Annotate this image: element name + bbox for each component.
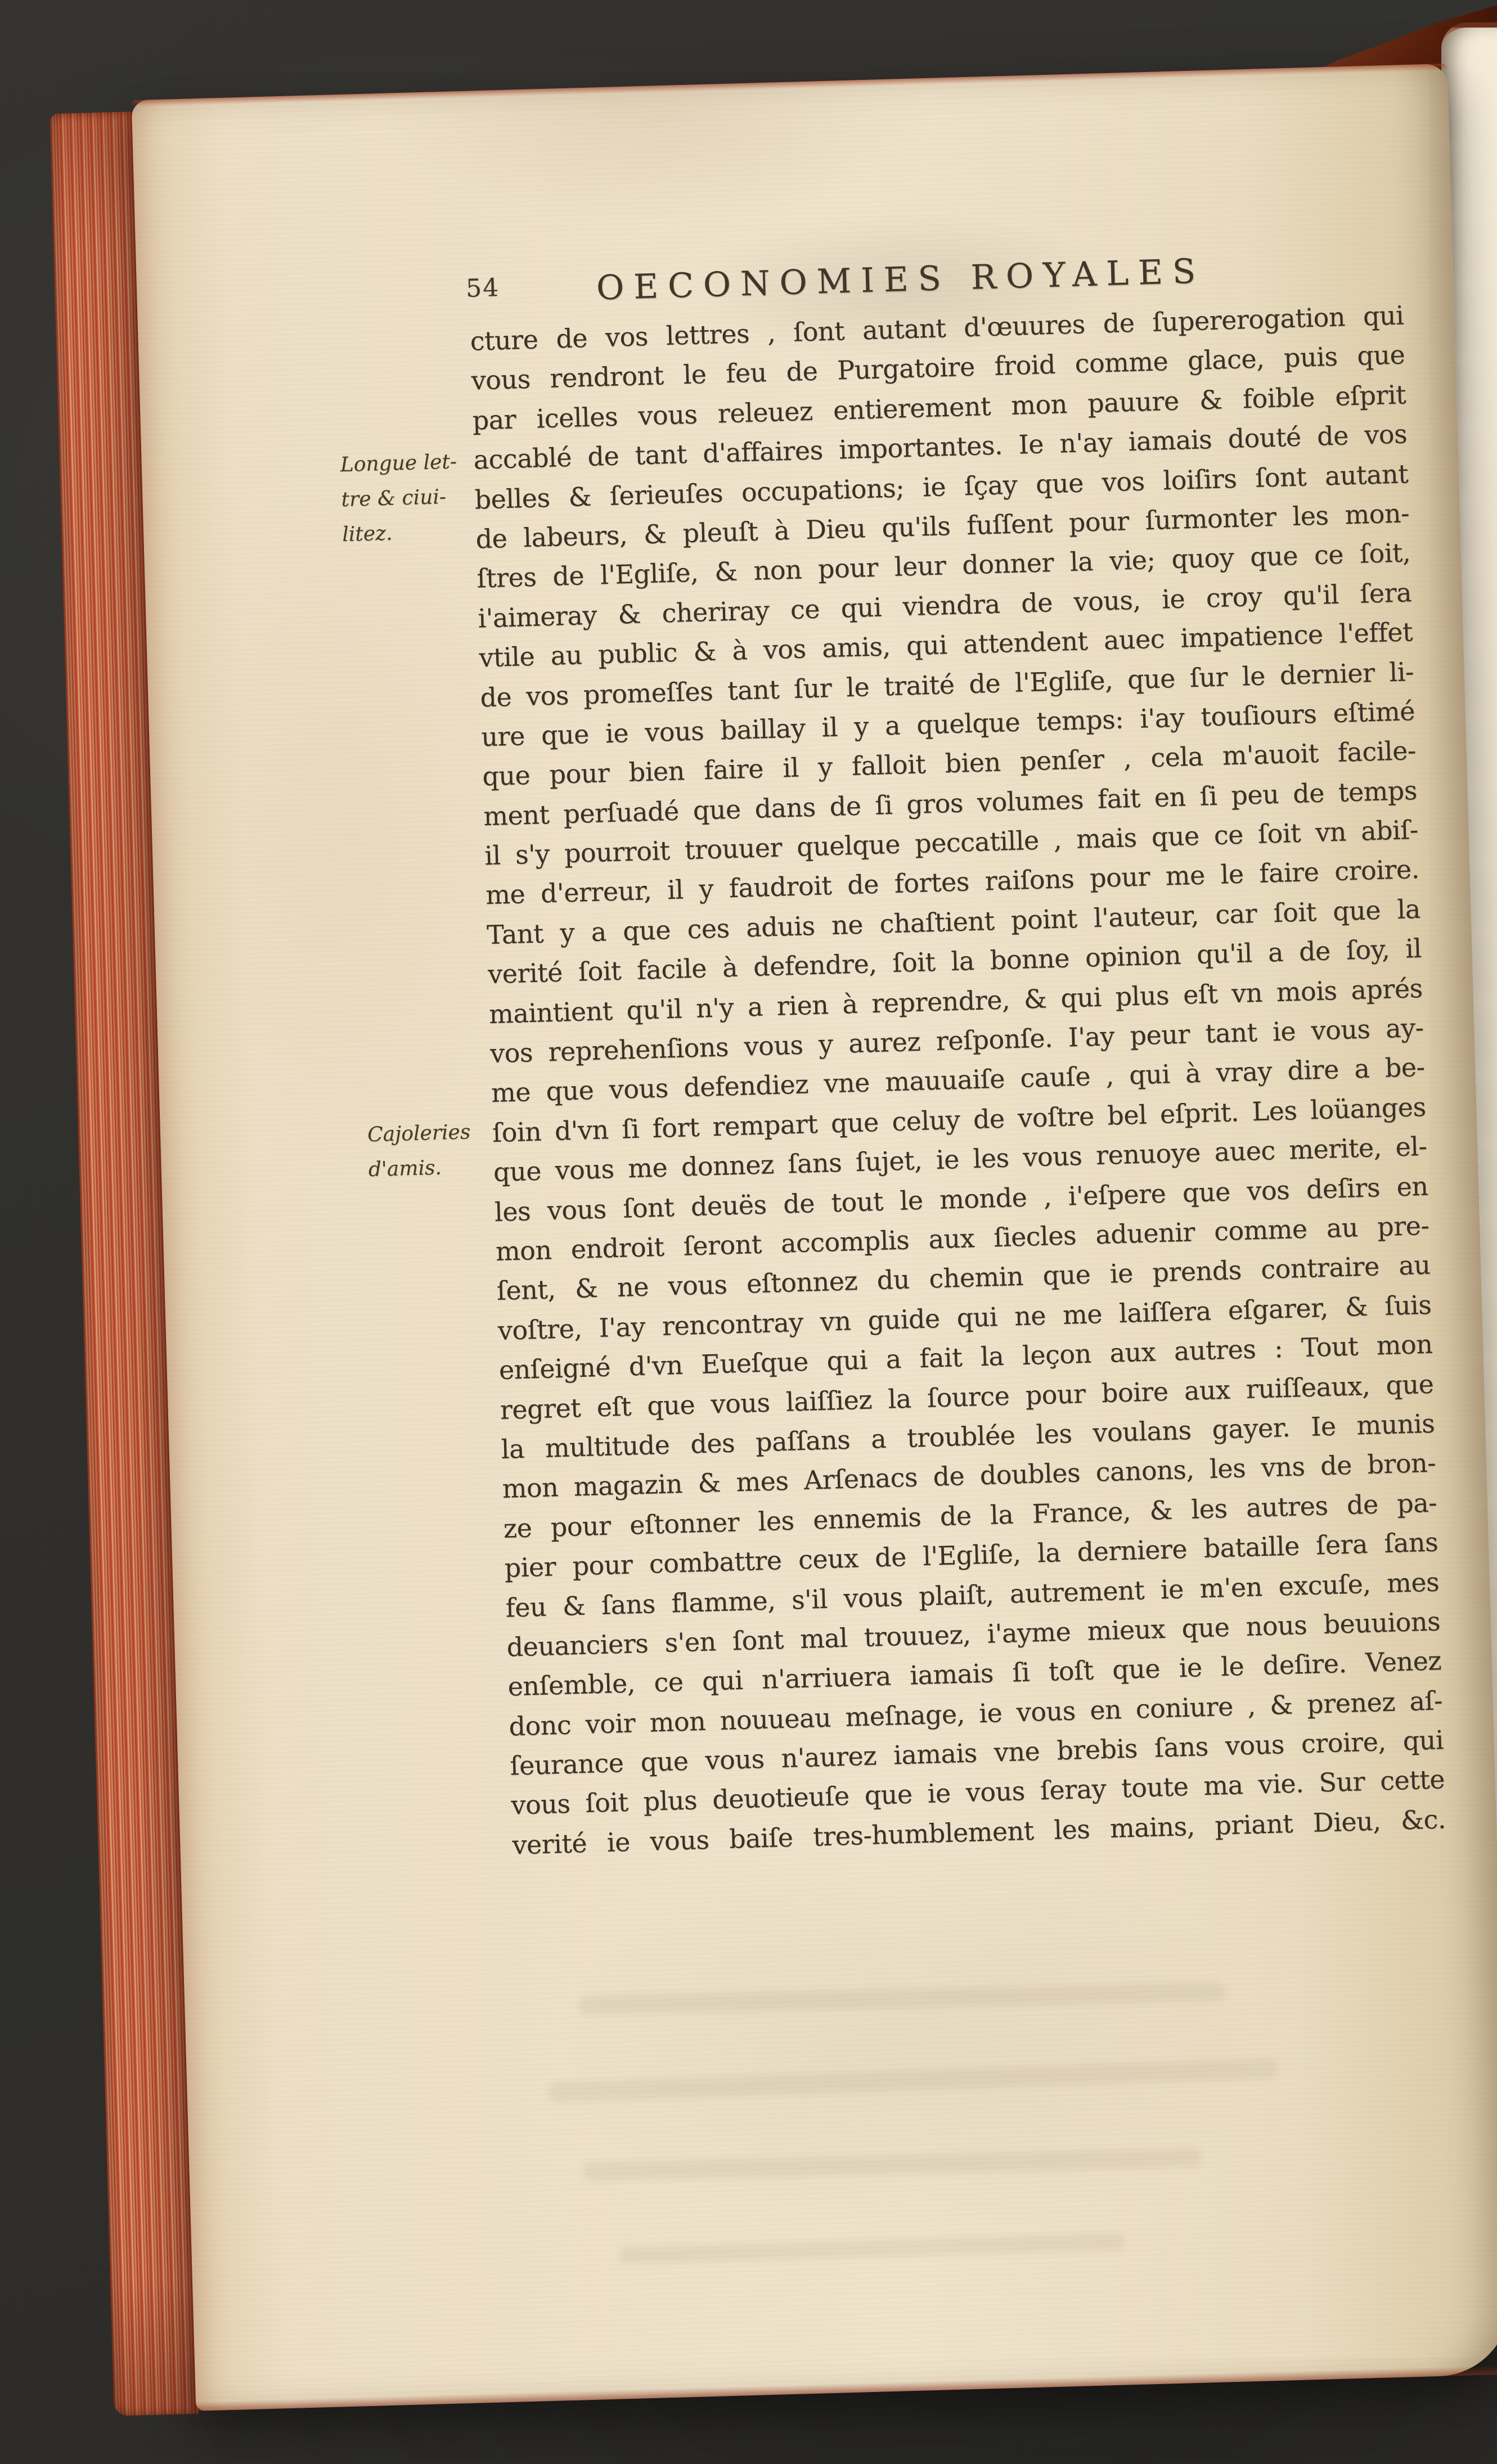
text-line: vtile au public & à vos amis, qui attendent auec impatience l'effet xyxy=(478,616,1413,673)
text-line: i'aimeray & cheriray ce qui viendra de vous, ie croy qu'il ſera xyxy=(477,576,1412,634)
text-line: me d'erreur, il y faudroit de fortes raiſons pour me le faire croire. xyxy=(485,854,1420,911)
page-number: 54 xyxy=(465,273,500,303)
show-through-ghost xyxy=(583,2148,1202,2182)
text-line: que pour bien faire il y falloit bien penſer , cela m'auoit facile- xyxy=(482,735,1417,792)
text-line: me que vous defendiez vne mauuaiſe cauſe , qui à vray dire a be- xyxy=(491,1052,1426,1109)
show-through-ghost xyxy=(547,2058,1278,2102)
text-line: ſtres de l'Egliſe, & non pour leur donner la vie; quoy que ce ſoit, xyxy=(476,537,1411,594)
text-line: par icelles vous releuez entierement mon pauure & foible eſprit xyxy=(471,379,1406,436)
text-line: feu & ſans flamme, s'il vous plaiſt, autrement ie m'en excuſe, mes xyxy=(505,1566,1440,1623)
text-line: il s'y pourroit trouuer quelque peccatille , mais que ce ſoit vn abiſ- xyxy=(484,814,1419,871)
text-line: ure que ie vous baillay il y a quelque temps: i'ay touſiours eſtimé xyxy=(480,695,1415,753)
text-line: verité ie vous baiſe tres-humblement les mains, priant Dieu, &c. xyxy=(511,1804,1446,1861)
running-title: OECONOMIES ROYALES xyxy=(596,251,1206,308)
text-line: Tant y a que ces aduis ne chaſtient point l'auteur, car ſoit que la xyxy=(486,893,1421,951)
text-line: vos reprehenſions vous y aurez reſponſe. I'ay peur tant ie vous ay- xyxy=(489,1012,1424,1069)
show-through-ghost xyxy=(619,2233,1126,2264)
text-line: belles & ſerieuſes occupations; ie ſçay que vos loiſirs ſont autant xyxy=(474,458,1409,515)
text-line: ze pour eſtonner les ennemis de la France, & les autres de pa- xyxy=(503,1487,1437,1544)
text-line: ſent, & ne vous eſtonnez du chemin que ie prends contraire au xyxy=(496,1250,1431,1307)
text-line: que vous me donnez ſans ſujet, ie les vous renuoye auec merite, el- xyxy=(493,1130,1428,1188)
text-line: pier pour combattre ceux de l'Egliſe, la derniere bataille ſera ſans xyxy=(504,1526,1438,1583)
text-line: les vous ſont deuës de tout le monde , i'eſpere que vos deſirs en xyxy=(494,1170,1429,1227)
text-line: de vos promeſſes tant ſur le traité de l'Egliſe, que ſur le dernier li- xyxy=(479,656,1414,713)
body-text xyxy=(470,295,1446,1865)
text-line: donc voir mon nouueau meſnage, ie vous en coniure , & prenez aſ- xyxy=(508,1685,1443,1742)
margin-note-line: Cajoleries xyxy=(367,1120,471,1147)
text-line: mon magazin & mes Arſenacs de doubles canons, les vns de bron- xyxy=(502,1447,1436,1504)
text-line: maintient qu'il n'y a rien à reprendre, & qui plus eſt vn mois aprés xyxy=(488,972,1423,1029)
text-line: ſoin d'vn ſi fort rempart que celuy de voſtre bel eſprit. Les loüanges xyxy=(492,1091,1427,1148)
margin-note-longue-lettre xyxy=(340,444,480,552)
book-page xyxy=(132,64,1497,2411)
text-line: ment perſuadé que dans de ſi gros volumes fait en ſi peu de temps xyxy=(483,774,1418,832)
text-line: regret eſt que vous laiſſiez la ſource pour boire aux ruiſſeaux, que xyxy=(500,1368,1434,1425)
text-line: vous rendront le feu de Purgatoire froid comme glace, puis que xyxy=(471,339,1405,397)
text-line: la multitude des paſſans a troublée les voulans gayer. Ie munis xyxy=(501,1408,1435,1465)
margin-note-line: tre & ciui- xyxy=(341,485,447,512)
book xyxy=(49,49,1497,2456)
text-line: accablé de tant d'affaires importantes. Ie n'ay iamais douté de vos xyxy=(473,418,1408,475)
margin-note-line: Longue let- xyxy=(340,450,457,477)
text-line: mon endroit ſeront accomplis aux ſiecles aduenir comme au pre- xyxy=(495,1210,1430,1267)
text-line: enſeigné d'vn Eueſque qui a fait la leçon aux autres : Tout mon xyxy=(498,1328,1433,1386)
margin-note-line: d'amis. xyxy=(368,1156,442,1182)
margin-note-line: litez. xyxy=(341,521,393,547)
text-line: vous ſoit plus deuotieuſe que ie vous ſeray toute ma vie. Sur cette xyxy=(510,1764,1445,1821)
margin-note-cajoleries xyxy=(367,1114,506,1188)
text-line: voſtre, I'ay rencontray vn guide qui ne me laiſſera eſgarer, & ſuis xyxy=(497,1289,1432,1346)
show-through-ghost xyxy=(578,1982,1225,2015)
text-line: cture de vos lettres , ſont autant d'œuures de ſupererogation qui xyxy=(470,300,1404,357)
text-line: verité ſoit facile à defendre, ſoit la bonne opinion qu'il a de ſoy, il xyxy=(487,933,1422,990)
text-line: ſeurance que vous n'aurez iamais vne brebis ſans vous croire, qui xyxy=(509,1724,1444,1781)
text-line: deuanciers s'en ſont mal trouuez, i'ayme mieux que nous beuuions xyxy=(506,1606,1441,1663)
text-line: de labeurs, & pleuſt à Dieu qu'ils fuſſent pour ſurmonter les mon- xyxy=(475,498,1410,555)
text-line: enſemble, ce qui n'arriuera iamais ſi toſt que ie le deſire. Venez xyxy=(507,1645,1442,1702)
